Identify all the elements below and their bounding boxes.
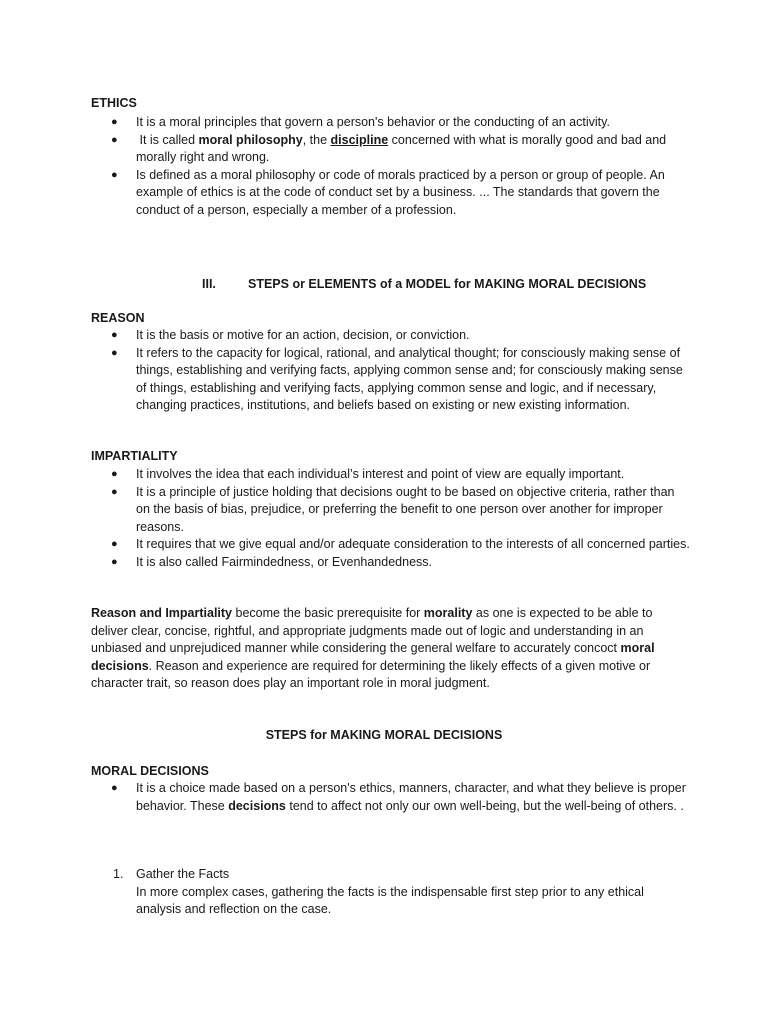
- section-number: III.: [202, 277, 216, 291]
- bullet-icon: ●: [111, 133, 118, 146]
- step-body: In more complex cases, gathering the facts is the indispensable first step prior to any ethical analysis and reflection on the case.: [136, 884, 644, 916]
- list-item: ● It is a moral principles that govern a person's behavior or the conducting of an activity.: [91, 114, 691, 132]
- section-title-text: STEPS or ELEMENTS of a MODEL for MAKING MORAL DECISIONS: [248, 277, 647, 291]
- bullet-icon: ●: [111, 329, 118, 341]
- list-item: ● It is called moral philosophy, the discipline concerned with what is morally good and bad and morally right and wrong.: [111, 132, 667, 164]
- bullet-icon: ●: [111, 782, 118, 794]
- section-title: [202, 276, 646, 294]
- ethics-list: [91, 114, 691, 219]
- step-number: 1.: [113, 867, 124, 881]
- discipline-link[interactable]: discipline: [330, 132, 389, 147]
- list-item: ● It involves the idea that each individual’s interest and point of view are equally important.: [91, 466, 691, 484]
- list-item: ● It requires that we give equal and/or adequate consideration to the interests of all concerned parties.: [91, 536, 691, 554]
- bullet-icon: ●: [111, 555, 118, 568]
- bullet-icon: ●: [111, 116, 118, 128]
- summary-paragraph: Reason and Impartiality become the basic prerequisite for morality as one is expected to be able to deliver clear, concise, rightful, and appropriate judgments made out of logic and understanding in an unbiased and unprejudiced manner while considering the general welfare to accurately concoct moral decisions. Reason and experience are required for determining the likely effects of a given motive or character trait, so reason does play an important role in moral judgment.: [91, 606, 655, 690]
- list-item: ● It is a principle of justice holding that decisions ought to be based on objective criteria, rather than on the basis of bias, prejudice, or preferring the benefit to one person over another for improper reasons.: [111, 484, 675, 534]
- moral-decisions-list: [91, 780, 691, 815]
- bullet-icon: ●: [111, 485, 118, 498]
- step-1: [113, 866, 673, 919]
- steps-title: STEPS for MAKING MORAL DECISIONS: [265, 728, 503, 742]
- bullet-icon: ●: [111, 346, 118, 359]
- ethics-heading: ETHICS: [91, 96, 137, 110]
- reason-list: [91, 327, 691, 415]
- bullet-icon: ●: [111, 538, 118, 550]
- list-item: ● It is a choice made based on a person's ethics, manners, character, and what they believe is proper behavior. These decisions tend to affect not only our own well-being, but the well-being of others. .: [111, 781, 686, 813]
- list-item: ● Is defined as a moral philosophy or code of morals practiced by a person or group of people. An example of ethics is at the code of conduct set by a business. ... The standards that govern the conduct of a person, especially a member of a profession.: [111, 167, 665, 217]
- list-item: ● It refers to the capacity for logical, rational, and analytical thought; for consciously making sense of things, establishing and verifying facts, applying common sense and; for consciously making sense of things, establishing and verifying facts, applying common sense and logic, and if necessary, changing practices, institutions, and beliefs based on existing or new existing information.: [111, 345, 683, 412]
- bullet-icon: ●: [111, 168, 118, 181]
- moral-decisions-heading: MORAL DECISIONS: [91, 764, 209, 778]
- list-item: ● It is the basis or motive for an action, decision, or conviction.: [91, 327, 691, 345]
- step-title: Gather the Facts: [136, 867, 230, 881]
- bullet-icon: ●: [111, 468, 118, 480]
- list-item: ● It is also called Fairmindedness, or Evenhandedness.: [91, 554, 691, 572]
- reason-heading: REASON: [91, 311, 145, 325]
- impartiality-heading: IMPARTIALITY: [91, 449, 178, 463]
- impartiality-list: [91, 466, 691, 571]
- moral-philosophy-term: moral philosophy: [198, 132, 303, 147]
